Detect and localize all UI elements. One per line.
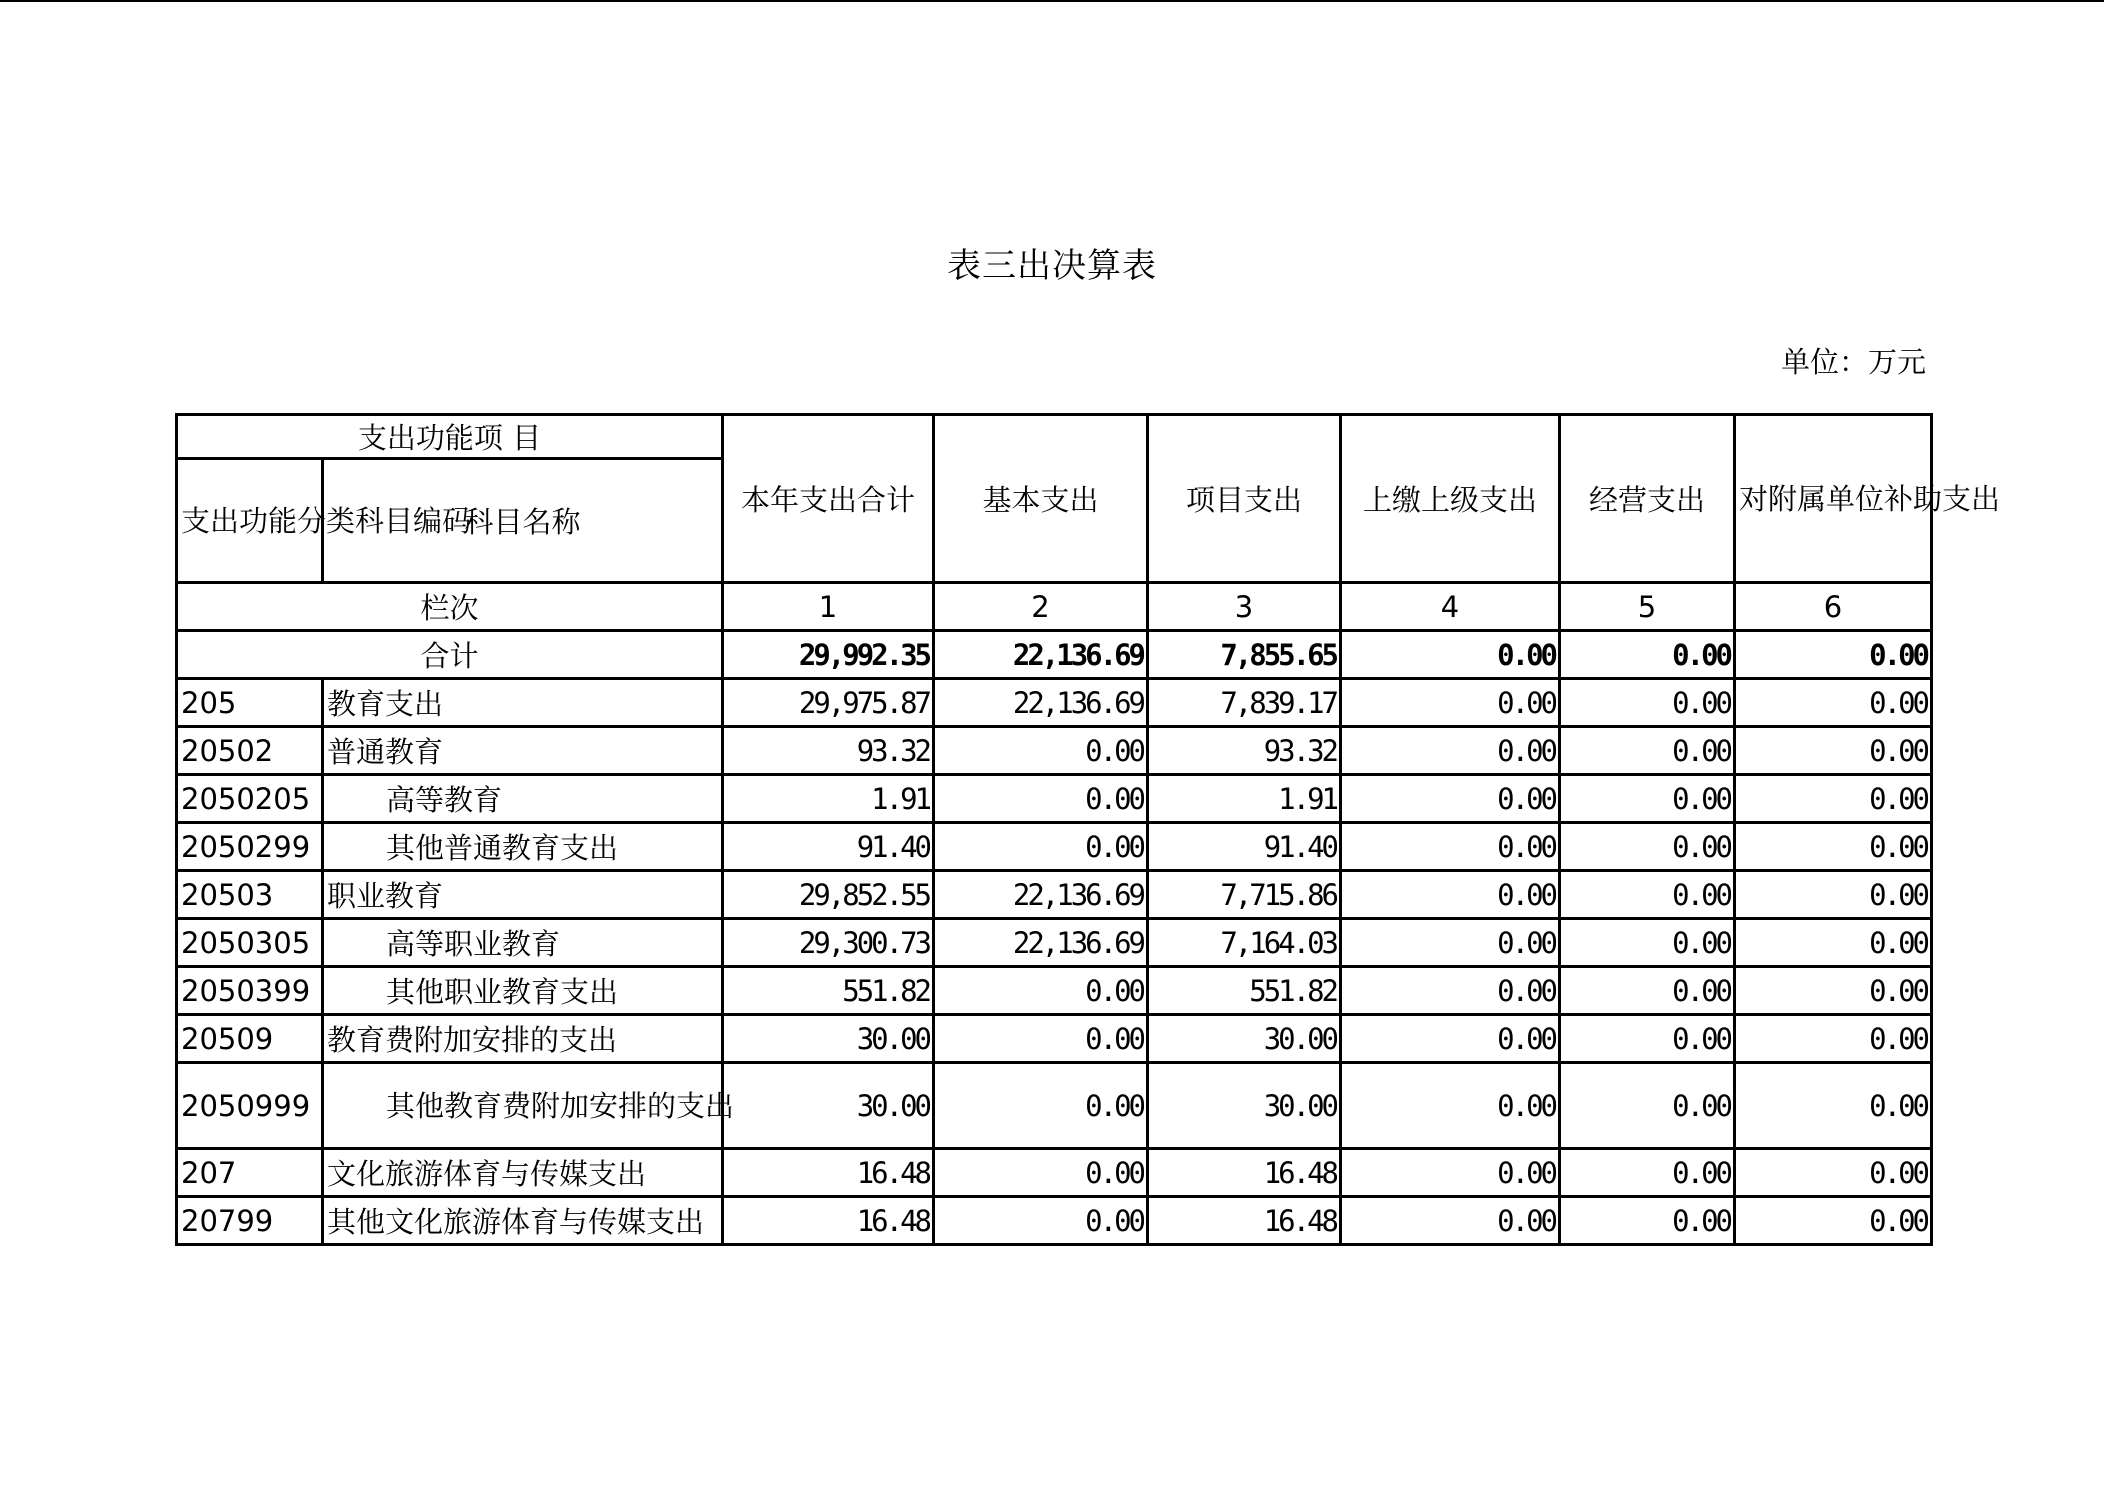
row-name: 教育费附加安排的支出	[323, 1015, 723, 1063]
row-value: 0.00	[934, 1063, 1148, 1149]
row-value: 7,164.03	[1148, 919, 1341, 967]
header-col-3: 项目支出	[1148, 415, 1341, 583]
lanci-label: 栏次	[177, 583, 723, 631]
row-value: 0.00	[1341, 871, 1560, 919]
page-title: 表三出决算表	[947, 246, 1157, 286]
lanci-num: 1	[723, 583, 934, 631]
row-value: 0.00	[934, 1149, 1148, 1197]
total-value: 0.00	[1560, 631, 1735, 679]
table-row	[177, 823, 1932, 871]
row-code: 2050999	[177, 1063, 323, 1149]
row-name: 普通教育	[323, 727, 723, 775]
table-row	[177, 679, 1932, 727]
table-row	[177, 871, 1932, 919]
row-value: 16.48	[723, 1149, 934, 1197]
table-row	[177, 967, 1932, 1015]
row-value: 0.00	[1341, 679, 1560, 727]
row-value: 0.00	[1735, 1063, 1932, 1149]
row-value: 0.00	[1735, 775, 1932, 823]
row-value: 0.00	[1560, 727, 1735, 775]
row-value: 0.00	[1341, 967, 1560, 1015]
row-code: 207	[177, 1149, 323, 1197]
header-row-top	[177, 415, 1932, 459]
row-value: 16.48	[1148, 1197, 1341, 1245]
row-name: 高等职业教育	[323, 919, 723, 967]
row-name: 高等教育	[323, 775, 723, 823]
total-value: 29,992.35	[723, 631, 934, 679]
row-value: 93.32	[1148, 727, 1341, 775]
row-name: 其他普通教育支出	[323, 823, 723, 871]
header-col-6: 对附属单位补助支出	[1735, 415, 1932, 583]
row-name: 职业教育	[323, 871, 723, 919]
row-value: 0.00	[1341, 1197, 1560, 1245]
lanci-row	[177, 583, 1932, 631]
total-value: 0.00	[1341, 631, 1560, 679]
row-value: 0.00	[1560, 1015, 1735, 1063]
row-code: 20503	[177, 871, 323, 919]
table-row	[177, 1149, 1932, 1197]
row-value: 0.00	[1341, 775, 1560, 823]
lanci-num: 4	[1341, 583, 1560, 631]
row-value: 0.00	[1735, 871, 1932, 919]
row-code: 2050205	[177, 775, 323, 823]
row-value: 29,975.87	[723, 679, 934, 727]
total-value: 22,136.69	[934, 631, 1148, 679]
total-value: 0.00	[1735, 631, 1932, 679]
row-value: 0.00	[1735, 679, 1932, 727]
row-value: 0.00	[1341, 919, 1560, 967]
lanci-num: 2	[934, 583, 1148, 631]
total-value: 7,855.65	[1148, 631, 1341, 679]
row-value: 0.00	[1341, 1063, 1560, 1149]
table-row	[177, 775, 1932, 823]
row-name: 文化旅游体育与传媒支出	[323, 1149, 723, 1197]
lanci-num: 3	[1148, 583, 1341, 631]
row-value: 0.00	[1735, 727, 1932, 775]
expenditure-table	[175, 413, 2001, 1246]
row-name: 教育支出	[323, 679, 723, 727]
row-value: 551.82	[1148, 967, 1341, 1015]
row-value: 7,715.86	[1148, 871, 1341, 919]
row-value: 0.00	[1735, 919, 1932, 967]
row-value: 551.82	[723, 967, 934, 1015]
table-row	[177, 1197, 1932, 1245]
row-value: 0.00	[934, 727, 1148, 775]
row-value: 93.32	[723, 727, 934, 775]
header-col-5: 经营支出	[1560, 415, 1735, 583]
row-value: 0.00	[1735, 1149, 1932, 1197]
row-value: 30.00	[1148, 1063, 1341, 1149]
row-value: 91.40	[723, 823, 934, 871]
row-value: 1.91	[1148, 775, 1341, 823]
row-value: 30.00	[723, 1015, 934, 1063]
row-value: 0.00	[1735, 1015, 1932, 1063]
table-row	[177, 727, 1932, 775]
row-value: 0.00	[1341, 823, 1560, 871]
row-value: 0.00	[1560, 823, 1735, 871]
header-code-label: 支出功能分类科目编码	[177, 459, 323, 583]
row-value: 0.00	[934, 967, 1148, 1015]
row-code: 20509	[177, 1015, 323, 1063]
row-value: 0.00	[934, 775, 1148, 823]
row-code: 20799	[177, 1197, 323, 1245]
row-name: 其他文化旅游体育与传媒支出	[323, 1197, 723, 1245]
row-value: 0.00	[1560, 775, 1735, 823]
row-code: 20502	[177, 727, 323, 775]
lanci-num: 6	[1735, 583, 1932, 631]
row-value: 29,852.55	[723, 871, 934, 919]
row-value: 16.48	[723, 1197, 934, 1245]
row-code: 2050299	[177, 823, 323, 871]
row-value: 0.00	[1560, 871, 1735, 919]
row-value: 0.00	[934, 1197, 1148, 1245]
row-value: 0.00	[1735, 967, 1932, 1015]
row-value: 30.00	[1148, 1015, 1341, 1063]
row-value: 1.91	[723, 775, 934, 823]
total-label: 合计	[177, 631, 723, 679]
header-group-label: 支出功能项 目	[177, 415, 723, 459]
row-value: 0.00	[1560, 967, 1735, 1015]
table-row	[177, 919, 1932, 967]
row-code: 2050399	[177, 967, 323, 1015]
row-code: 2050305	[177, 919, 323, 967]
row-value: 0.00	[1341, 727, 1560, 775]
header-col-2: 基本支出	[934, 415, 1148, 583]
row-value: 0.00	[1560, 1063, 1735, 1149]
table-row	[177, 1015, 1932, 1063]
header-col-1: 本年支出合计	[723, 415, 934, 583]
row-value: 0.00	[1341, 1015, 1560, 1063]
row-value: 29,300.73	[723, 919, 934, 967]
row-value: 30.00	[723, 1063, 934, 1149]
row-value: 0.00	[1560, 679, 1735, 727]
row-value: 0.00	[1735, 823, 1932, 871]
row-value: 22,136.69	[934, 871, 1148, 919]
row-value: 22,136.69	[934, 919, 1148, 967]
row-value: 16.48	[1148, 1149, 1341, 1197]
total-row	[177, 631, 1932, 679]
row-name: 其他职业教育支出	[323, 967, 723, 1015]
row-value: 0.00	[934, 823, 1148, 871]
header-name-label: 科目名称	[323, 459, 723, 583]
row-value: 91.40	[1148, 823, 1341, 871]
header-col-4: 上缴上级支出	[1341, 415, 1560, 583]
row-value: 0.00	[1560, 1197, 1735, 1245]
row-name: 其他教育费附加安排的支出	[323, 1063, 723, 1149]
row-value: 0.00	[1560, 919, 1735, 967]
row-value: 0.00	[1735, 1197, 1932, 1245]
row-code: 205	[177, 679, 323, 727]
row-value: 7,839.17	[1148, 679, 1341, 727]
unit-label: 单位：万元	[1780, 345, 1926, 379]
row-value: 0.00	[1341, 1149, 1560, 1197]
row-value: 0.00	[934, 1015, 1148, 1063]
row-value: 0.00	[1560, 1149, 1735, 1197]
row-value: 22,136.69	[934, 679, 1148, 727]
lanci-num: 5	[1560, 583, 1735, 631]
table-row	[177, 1063, 1932, 1149]
page-top-border	[0, 0, 2104, 2]
